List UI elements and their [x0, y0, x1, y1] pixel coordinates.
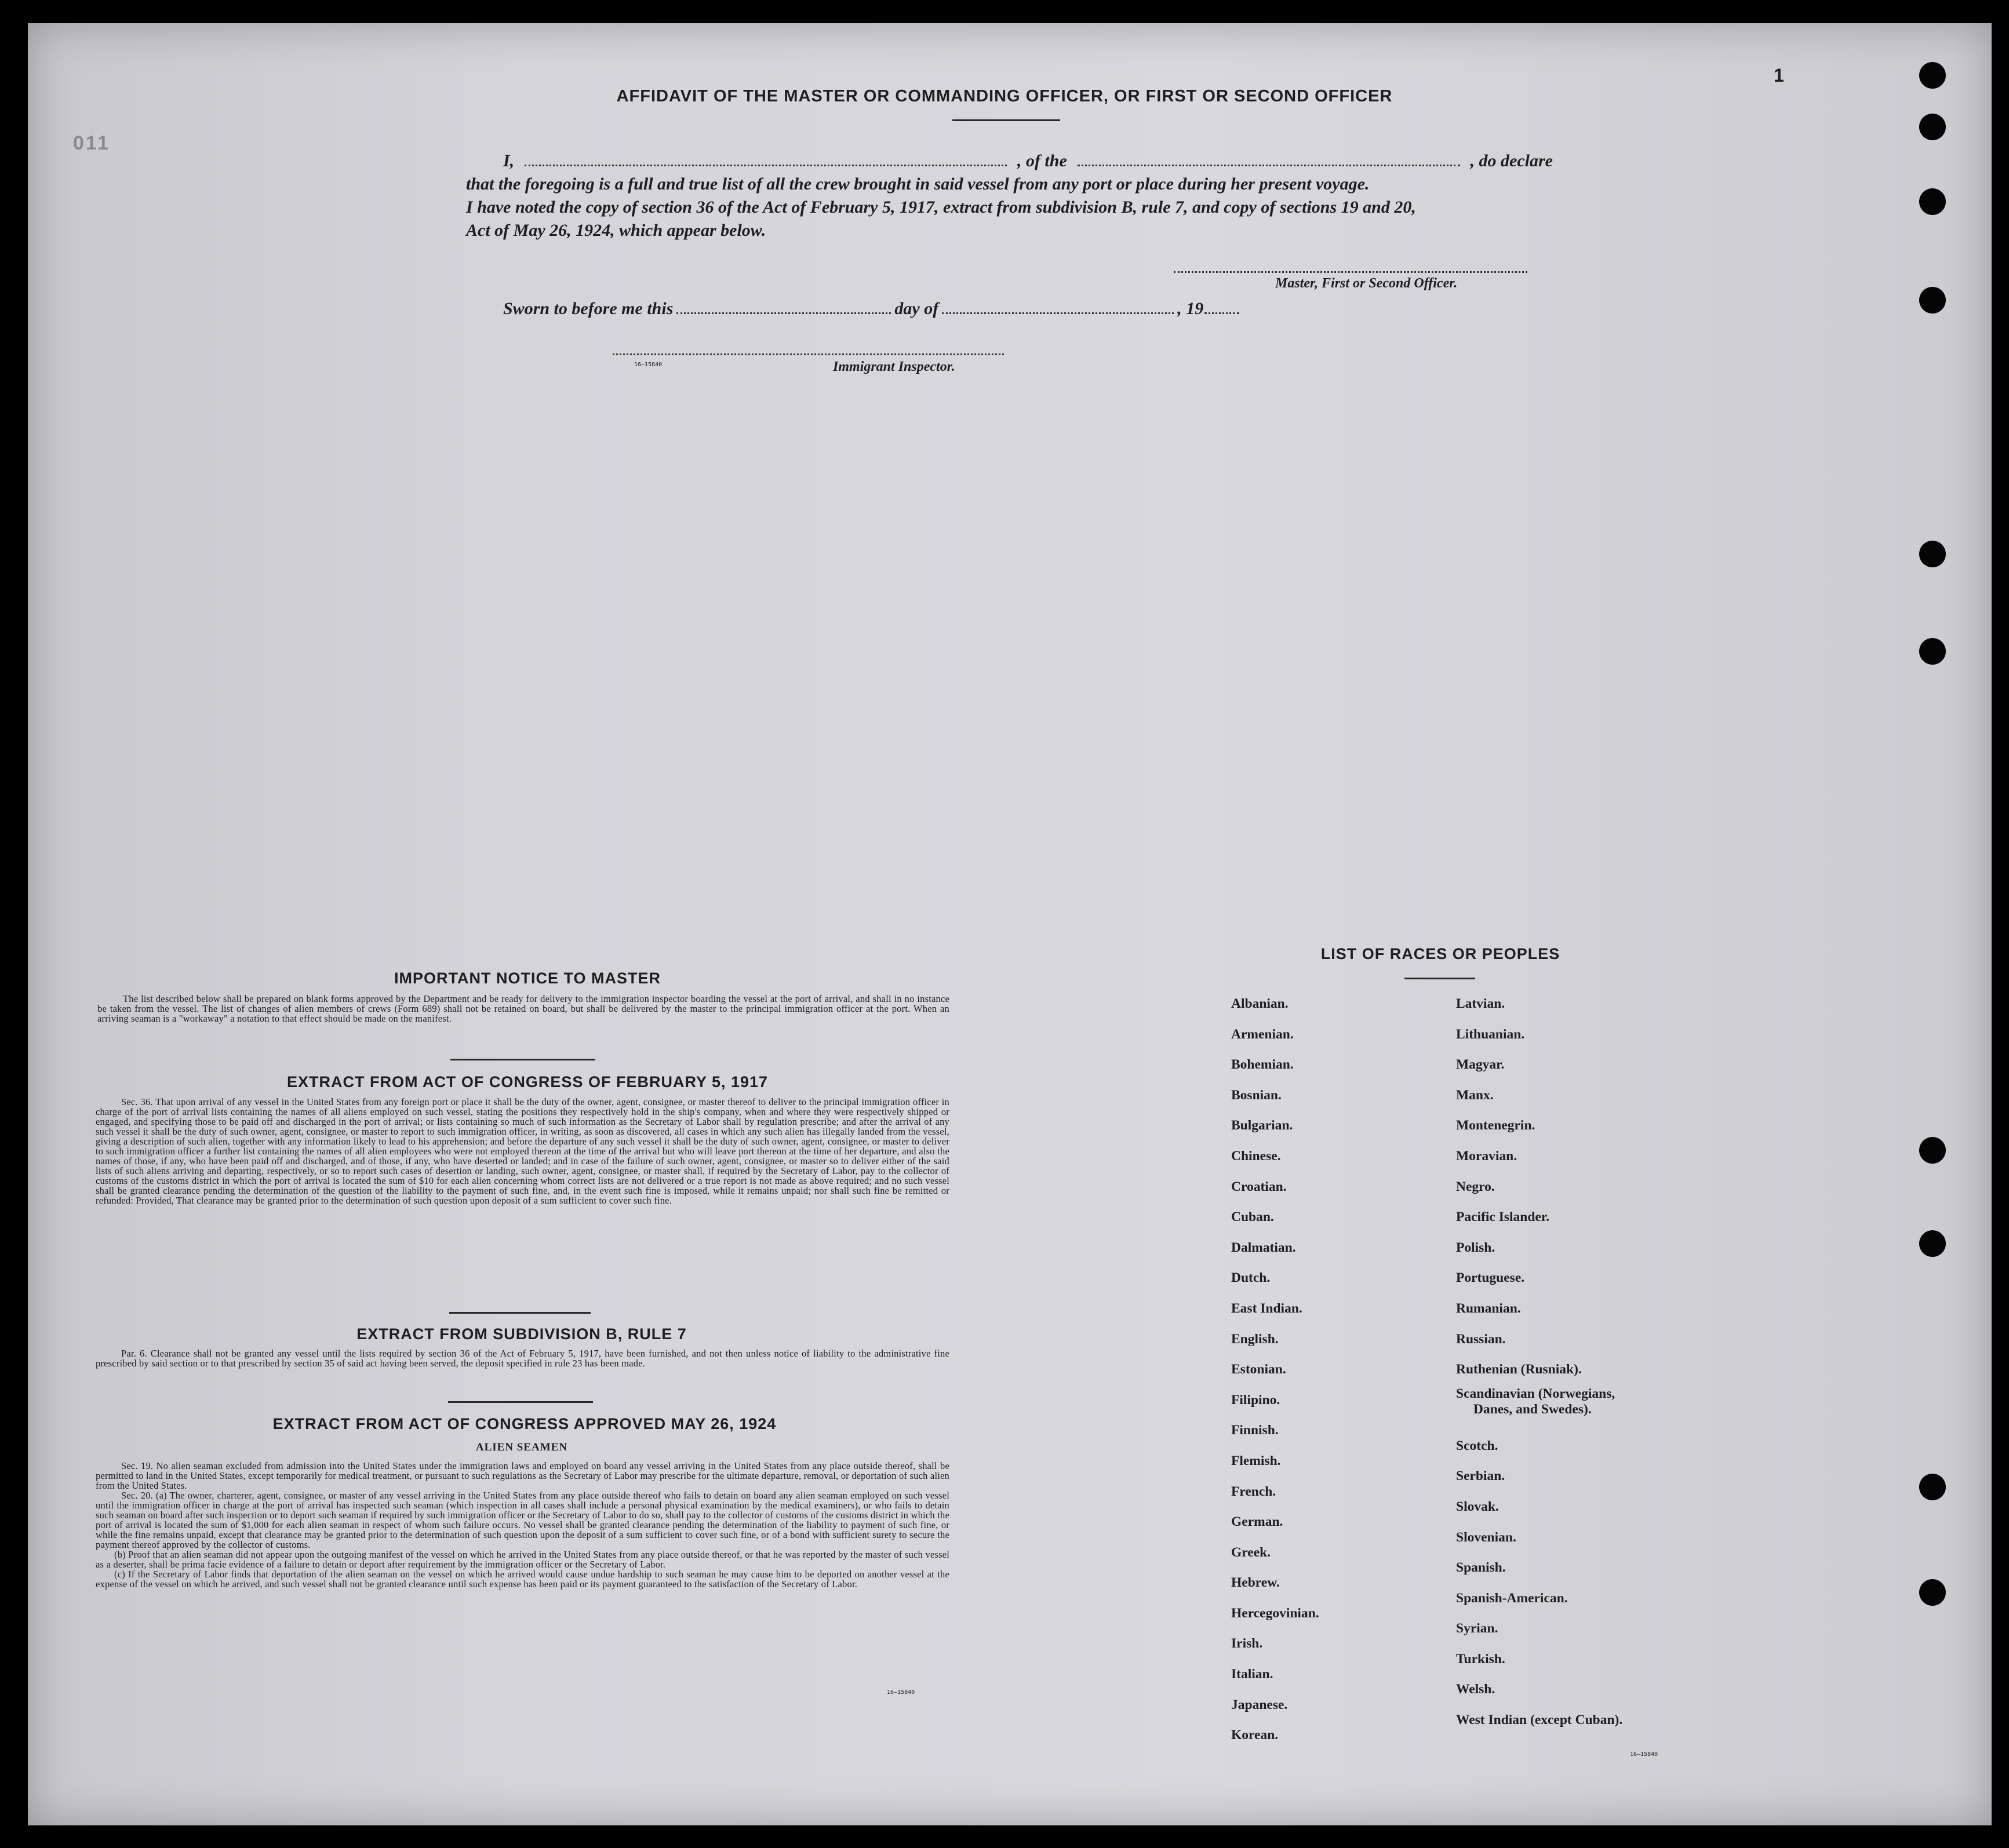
section-20c: (c) If the Secretary of Labor finds that deportation of the alien seaman on the vessel on which he arrived would cause undue hardship to such seaman he may cause him to be deported on another vessel at the expense of the vessel on which he arrived, and such vessel shall not be granted clearance until such expense has been paid or its payment guaranteed to the satisfaction of the Secretary of Labor. [96, 1569, 949, 1590]
race-item: Italian. [1231, 1667, 1273, 1682]
race-item: Negro. [1456, 1179, 1495, 1194]
binder-hole [1919, 114, 1946, 140]
extract-1917-title: EXTRACT FROM ACT OF CONGRESS OF FEBRUARY 5, 1917 [286, 1073, 769, 1091]
race-item: English. [1231, 1331, 1279, 1347]
binder-hole [1919, 1137, 1946, 1164]
binder-hole [1919, 287, 1946, 314]
race-item: Moravian. [1456, 1148, 1517, 1164]
race-item: Japanese. [1231, 1697, 1288, 1712]
race-item: German. [1231, 1514, 1283, 1530]
race-item: Bohemian. [1231, 1057, 1294, 1073]
race-item: Estonian. [1231, 1362, 1286, 1377]
race-item: Chinese. [1231, 1148, 1281, 1164]
section-divider [450, 1059, 595, 1060]
race-item: Spanish. [1456, 1560, 1506, 1576]
race-item: Flemish. [1231, 1453, 1281, 1468]
binder-hole [1919, 1230, 1946, 1257]
extract-rule7-text: Par. 6. Clearance shall not be granted any vessel until the lists required by section 36 of the Act of February 5, 1917, have been furnished, and not then unless notice of liability to the administrative fine prescribed by said section or to that prescribed by section 35 of said act having been served, the deposit specified in rule 23 has been made. [96, 1348, 949, 1369]
declaration-line-2: that the foregoing is a full and true list of all the crew brought in said vessel from any port or place during her present voyage. [466, 174, 1370, 194]
name-field[interactable] [525, 165, 1007, 166]
binder-hole [1919, 638, 1946, 665]
race-item: Latvian. [1456, 996, 1505, 1011]
race-item: Filipino. [1231, 1392, 1280, 1408]
declaration-line-3: I have noted the copy of section 36 of the Act of February 5, 1917, extract from subdivision B, rule 7, and copy of sections 19 and 20, [466, 198, 1416, 217]
race-item: Montenegrin. [1456, 1118, 1535, 1133]
extract-code: 16—15840 [887, 1689, 915, 1696]
extract-1924-text [96, 1461, 949, 1589]
race-item: Portuguese. [1456, 1270, 1525, 1286]
races-divider [1404, 978, 1475, 979]
races-list [1231, 989, 1695, 1754]
margin-number: 011 [73, 132, 110, 154]
race-item: Korean. [1231, 1727, 1279, 1743]
races-column-1 [1231, 989, 1319, 1751]
sworn-month-field[interactable] [942, 312, 1174, 314]
inspector-signature-label: Immigrant Inspector. [833, 359, 955, 374]
race-item: Welsh. [1456, 1682, 1495, 1697]
race-item: West Indian (except Cuban). [1456, 1712, 1623, 1728]
race-item: French. [1231, 1483, 1276, 1499]
extract-1924-title: EXTRACT FROM ACT OF CONGRESS APPROVED MAY 26, 1924 [272, 1415, 777, 1433]
race-item: Armenian. [1231, 1026, 1294, 1042]
affidavit-title: AFFIDAVIT OF THE MASTER OR COMMANDING OFFICER, OR FIRST OR SECOND OFFICER [616, 87, 1393, 105]
section-divider [448, 1401, 593, 1403]
sworn-line: Sworn to before me this day of , 19 [503, 299, 1239, 319]
section-divider [449, 1312, 591, 1314]
race-item: Scandinavian (Norwegians, Danes, and Swedes). [1456, 1386, 1615, 1417]
form-code: 16—15840 [634, 362, 663, 368]
sworn-day-field[interactable] [676, 312, 891, 314]
notice-text: The list described below shall be prepared on blank forms approved by the Department and be ready for delivery to the immigration inspector boarding the vessel at the port of arrival, and shall in no instance be taken from the vessel. The list of changes of alien members of crews (Form 689) shall not be retained on board, but shall be delivered by the master to the principal immigration officer at the port. When an arriving seaman is a "workaway" a notation to that effect should be made on the manifest. [97, 993, 949, 1024]
race-item: Irish. [1231, 1636, 1263, 1652]
extract-1924-subtitle: ALIEN SEAMEN [475, 1441, 568, 1453]
vessel-field[interactable] [1078, 165, 1460, 166]
race-item: Cuban. [1231, 1209, 1274, 1225]
inspector-signature-line[interactable] [613, 353, 1004, 355]
races-code: 16—15840 [1630, 1751, 1658, 1758]
race-item: Hercegovinian. [1231, 1605, 1319, 1621]
extract-1917-text: Sec. 36. That upon arrival of any vessel in the United States from any foreign port or place it shall be the duty of the owner, agent, consignee, or master thereof to deliver to the principal immigration officer in charge of the port of arrival lists containing the names of all aliens employed on such vessel, stating the positions they respectively hold in the ship's company, when and where they were respectively shipped or engaged, and specifying those to be paid off and discharged in the port of arrival; or lists containing so much of such information as the Secretary of Labor shall by regulation prescribe; and after the arrival of any such vessel it shall be the duty of such owner, agent, consignee, or master to report to such immigration officer, in writing, as soon as discovered, all cases in which any such alien has illegally landed from the vessel, giving a description of such alien, together with any information likely to lead to his apprehension; and before the departure of any such vessel it shall be the duty of such owner, agent, consignee, or master to deliver to such immigration officer a further list containing the names of all alien employees who were not employed thereon at the time of the arrival but who will leave port thereon at the time of her departure, and also the names of those, if any, who have been paid off and discharged, and of those, if any, who have deserted or landed; and in case of the failure of such owner, agent, consignee, or master so to deliver either of the said lists of such aliens arriving and departing, respectively, or so to report such cases of desertion or landing, such owner, agent, consignee, or master shall, if required by the Secretary of Labor, pay to the collector of customs of the customs district in which the port of arrival is located the sum of $10 for each alien concerning whom correct lists are not delivered or a true report is not made as above required; and no such vessel shall be granted clearance pending the determination of the question of the liability to the payment of such fine, and, in the event such fine is imposed, while it remains unpaid; nor shall such fine be remitted or refunded: Provided, That clearance may be granted prior to the determination of such question upon deposit of a sum sufficient to cover such fine. [96, 1096, 949, 1206]
master-signature-line[interactable] [1174, 271, 1527, 273]
race-item: Lithuanian. [1456, 1026, 1525, 1042]
race-item: Syrian. [1456, 1621, 1498, 1636]
notice-title: IMPORTANT NOTICE TO MASTER [394, 969, 661, 987]
race-item: Ruthenian (Rusniak). [1456, 1362, 1582, 1377]
race-item: Slovak. [1456, 1499, 1499, 1514]
race-item: Manx. [1456, 1087, 1494, 1103]
declaration-line-1: I, , of the , do declare [503, 151, 1553, 170]
declaration [466, 150, 1553, 242]
binder-hole [1919, 1474, 1946, 1500]
races-column-2 [1456, 989, 1622, 1736]
section-20b: (b) Proof that an alien seaman did not appear upon the outgoing manifest of the vessel on which he arrived in the United States from any place outside thereof, or that he was reported by the master of such vessel as a deserter, shall be prima facie evidence of a failure to detain or deport after requirement by the immigration officer or the Secretary of Labor. [96, 1549, 949, 1570]
race-item: Albanian. [1231, 996, 1289, 1011]
race-item: Slovenian. [1456, 1529, 1516, 1545]
race-item: Bulgarian. [1231, 1118, 1293, 1133]
extract-rule7-title: EXTRACT FROM SUBDIVISION B, RULE 7 [356, 1325, 687, 1343]
race-item: Polish. [1456, 1240, 1495, 1255]
race-item: Croatian. [1231, 1179, 1287, 1194]
binder-hole [1919, 541, 1946, 567]
race-item: Dutch. [1231, 1270, 1271, 1286]
binder-hole [1919, 188, 1946, 215]
race-item: Spanish-American. [1456, 1590, 1568, 1606]
race-item: Greek. [1231, 1544, 1271, 1560]
title-divider [952, 119, 1060, 121]
race-item: Finnish. [1231, 1423, 1279, 1438]
binder-hole [1919, 1579, 1946, 1606]
binder-hole [1919, 62, 1946, 89]
race-item: Scotch. [1456, 1438, 1498, 1453]
section-19: Sec. 19. No alien seaman excluded from admission into the United States under the immigration laws and employed on board any vessel arriving in the United States from any place outside thereof, shall be permitted to land in the United States, except temporarily for medical treatment, or pursuant to such regulations as the Secretary of Labor may prescribe for the ultimate departure, removal, or deportation of such alien from the United States. [96, 1460, 949, 1491]
race-item: Russian. [1456, 1331, 1506, 1347]
race-item: Magyar. [1456, 1057, 1505, 1073]
race-item: Bosnian. [1231, 1087, 1282, 1103]
master-signature-label: Master, First or Second Officer. [1275, 276, 1458, 291]
race-item: Dalmatian. [1231, 1240, 1296, 1255]
race-item: East Indian. [1231, 1300, 1302, 1316]
race-item: Turkish. [1456, 1651, 1505, 1667]
section-20a: Sec. 20. (a) The owner, charterer, agent, consignee, or master of any vessel arriving in the United States from any place outside thereof who fails to detain on board any alien seaman employed on such vessel until the immigration officer in charge at the port of arrival has inspected such seaman (which inspection in all cases shall include a personal physical examination by the medical examiners), or who fails to detain such seaman on board after such inspection or to deport such seaman if required by such immigration officer or the Secretary of Labor to do so, shall pay to the collector of customs of the customs district in which the port of arrival is located the sum of $1,000 for each alien seaman in respect of whom such failure occurs. No vessel shall be granted clearance pending the determination of the liability to payment of such fine, or while the fine remains unpaid, except that clearance may be granted prior to the determination of such question upon the deposit of a sum sufficient to cover such fine, or of a bond with sufficient surety to secure the payment thereof approved by the collector of customs. [96, 1490, 949, 1550]
races-title: LIST OF RACES OR PEOPLES [1320, 945, 1560, 963]
page-number: 1 [1774, 65, 1784, 86]
race-item: Rumanian. [1456, 1300, 1521, 1316]
declaration-line-4: Act of May 26, 1924, which appear below. [466, 221, 766, 240]
race-item: Pacific Islander. [1456, 1209, 1550, 1225]
race-item: Serbian. [1456, 1468, 1505, 1484]
race-item: Hebrew. [1231, 1575, 1280, 1591]
sworn-year-field[interactable] [1204, 312, 1239, 314]
